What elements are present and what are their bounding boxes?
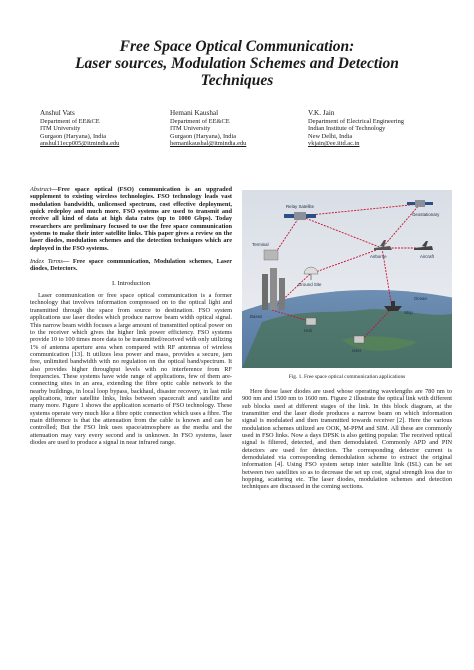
author-block-2 [170,110,290,148]
abstract [30,186,232,252]
label-bases: Bases [250,314,263,319]
author-affiliation-line: Gurgaon (Haryana), India [40,132,107,140]
label-hub: Hub [304,328,313,333]
left-column [30,186,232,446]
author-email-link[interactable]: anshul11ecp005@itmindia.edu [40,140,120,148]
author-name: V.K. Jain [308,109,335,117]
figure-caption: Fig. 1. Free space optical communication applications [288,374,406,380]
abstract-label: Abstract [30,186,52,193]
title-line-3: Techniques [200,72,274,89]
paper-title [0,38,474,89]
section-heading: I. Introduction [111,279,151,287]
right-column [242,388,452,491]
author-affiliation-line: ITM University [170,125,211,133]
label-ground-site: Ground Site [298,282,322,287]
hub-icon [306,318,316,325]
author-affiliation-line: Department of Electrical Engineering [308,117,404,125]
label-aircraft: Aircraft [420,254,434,259]
label-airborne: Airborne [370,254,387,259]
author-email-link[interactable]: vkjain@ee.iitd.ac.in [308,140,360,148]
author-affiliation-line: Gurgaon (Haryana), India [170,132,237,140]
index-terms [30,258,232,273]
label-user: User [352,348,362,353]
author-affiliation-line: New Delhi, India [308,132,353,140]
author-email-link[interactable]: hemanikaushal@itmindia.edu [170,140,247,148]
figure-1 [242,190,452,368]
index-terms-label: Index Terms [30,258,63,266]
label-terminal: Terminal [252,242,269,247]
label-ship: Ship [404,310,413,315]
label-ocean: Ocean [414,296,427,301]
label-relay-satellite: Relay Satellite [286,204,315,209]
fso-applications-illustration [242,190,452,368]
author-block-1 [40,110,160,148]
author-name: Hemani Kaushal [170,109,219,117]
author-block-3 [308,110,458,148]
terminal-icon [264,250,278,260]
title-line-2: Laser sources, Modulation Schemes and Detection [75,55,399,72]
index-terms-text: — Free space communication, Modulation schemes, Laser diodes, Detectors. [30,258,232,273]
author-affiliation-line: Department of EE&CE [40,117,100,125]
right-paragraph: Here those laser diodes are used whose operating wavelengths are 780 nm to 900 nm and 1500 nm to 1600 nm. Figure 2 illustrate the optical link with different sub blocks used at different stages of the link. In this block diagram, at the transmitter end the laser diode produces a narrow beam on which information signal is modulated and then transmitted towards receiver [2]. Here the various modulation schemes utilized are OOK, M-PPM and SIM. All these are commonly used in FSO links. Now a days DPSK is also getting popular. The received optical signal is filtered, detected, and then demodulated. Commonly APD and PIN detectors are used for detection. The corresponding detector current is demodulated via corresponding demodulation scheme to extract the original information [4]. Using FSO system setup inter satellite link (ISL) can be set between two satellites so as to decrease the set up cost, signal strength loss due to hopping, scattering etc. The laser diodes, modulation schemes and detection techniques are discussed in the coming sections. [242,388,452,491]
author-affiliation-line: Department of EE&CE [170,117,230,125]
title-line-1: Free Space Optical Communication: [119,38,355,55]
abstract-text: —Free space optical (FSO) communication is an upgraded supplement to existing wireless technologies. FSO technology leads vast modulation bandwidth, unlicensed spectrum, cost effective deployment, quick redeploy and much more. FSO systems are used to transmit and receive all kind of data at high data rates (up to 1000 Gbps). Today researchers are preliminary focused to use the free space communication systems to make their inter satellite links. This paper gives a review on the laser diodes, modulation schemes and the detection techniques which are deployed in the FSO systems. [30,186,232,252]
author-name: Anshul Vats [40,109,75,117]
user-terminal-icon [354,336,364,343]
author-affiliation-line: ITM University [40,125,81,133]
label-geostationary: Geostationary [412,212,440,217]
author-affiliation-line: Indian Institute of Technology [308,125,386,133]
intro-paragraph: Laser communication or free space optical communication is a former technology that involves information compressed on to the optical light and transmitted through the space from source to destination. FSO system applications use laser diodes which produce narrow beam width optical signal. This narrow beam width focuses a large amount of transmitted optical power on to the receiver which gives the higher link power efficiency. FSO systems provide 10 to 100 times more data to be transmitted/received with only utilizing 1% of antenna aperture area when compared with RF antennas of wireless communication [13]. It utilizes less power and mass, provides a secure, jam free, unlimited bandwidth with no regulation on the optical band/spectrum. It also provides higher throughput levels with no interference from RF frequencies. These systems have wide range of applications, few of them are- connecting sites in an area, extending the fibre optic cable network to the nearby buildings, in local loop bypass, backhaul, disaster recovery, in last mile applications, inter satellite links, links between spacecraft and satellite and many more. Figure 1 shows the application scenario of FSO technology. These systems operate very much like a fibre optic connection which uses a fibre. The main difference is that the attenuation from the cable is known and can be controlled; But the FSO link uses space/atmosphere as the media and the attenuation may vary every second and is unknown. In FSO systems, laser diodes are used to produce a signal in near infrared range. [30,292,232,446]
